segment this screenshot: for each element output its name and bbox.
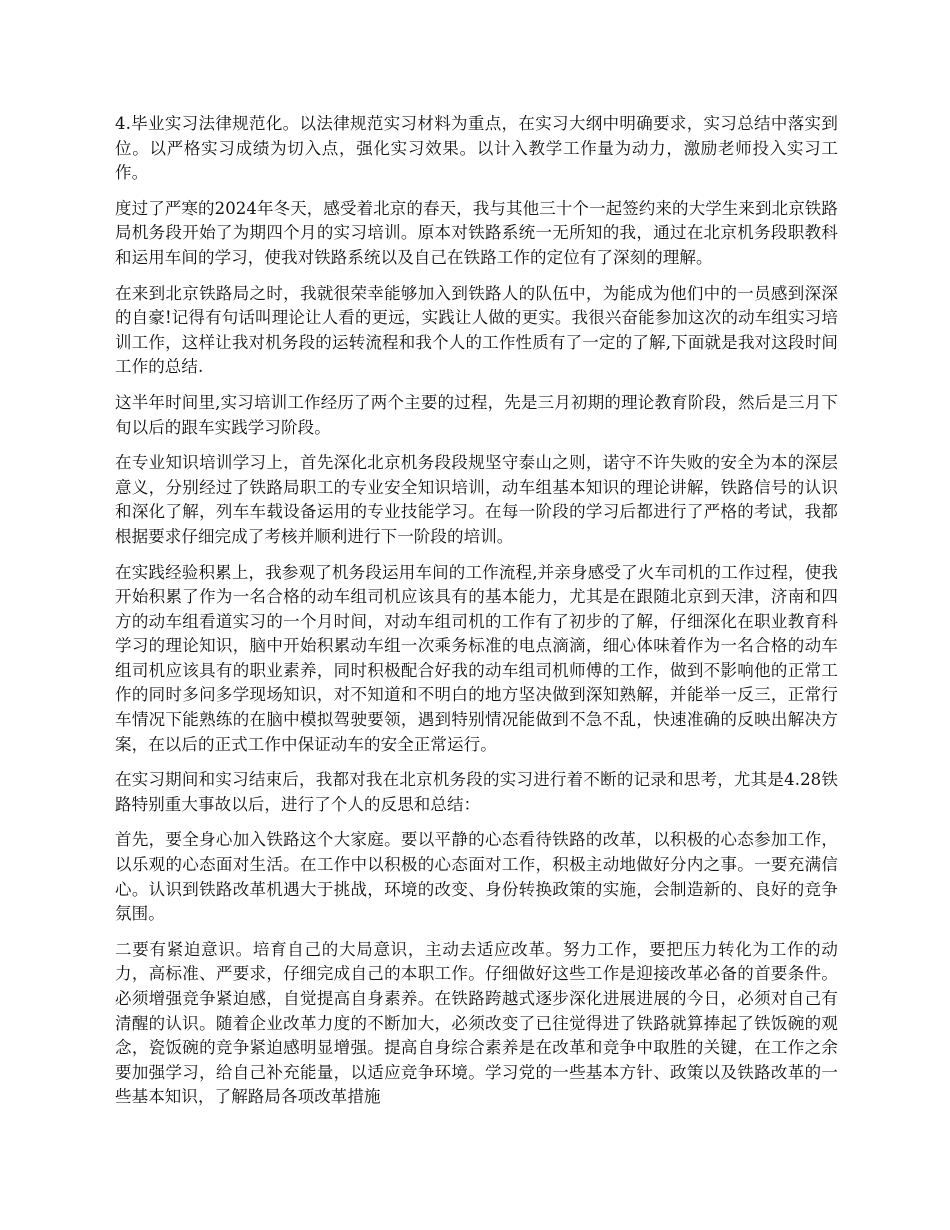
paragraph-1: 4.毕业实习法律规范化。以法律规范实习材料为重点，在实习大纲中明确要求，实习总结中落实到位。以严格实习成绩为切入点，强化实习效果。以计入教学工作量为动力，激励老师投入实习工作。 <box>115 114 838 183</box>
paragraph-7: 在实习期间和实习结束后，我都对我在北京机务段的实习进行着不断的记录和思考，尤其是4.28铁路特别重大事故以后，进行了个人的反思和总结： <box>115 770 838 814</box>
paragraph-4: 这半年时间里,实习培训工作经历了两个主要的过程，先是三月初期的理论教育阶段，然后是三月下旬以后的跟车实践学习阶段。 <box>115 392 838 437</box>
paragraph-9: 二要有紧迫意识。培育自己的大局意识，主动去适应改革。努力工作，要把压力转化为工作的动力，高标准、严要求，仔细完成自己的本职工作。仔细做好这些工作是迎接改革必备的首要条件。必须增强竞争紧迫感，自觉提高自身素养。在铁路跨越式逐步深化进展进展的今日，必须对自己有清醒的认识。随着企业改革力度的不断加大，必须改变了已往觉得进了铁路就算捧起了铁饭碗的观念，瓷饭碗的竞争紧迫感明显增强。提高自身综合素养是在改革和竞争中取胜的关键，在工作之余要加强学习，给自己补充能量，以适应竞争环境。学习党的一些基本方针、政策以及铁路改革的一些基本知识，了解路局各项改革措施 <box>115 939 838 1107</box>
document-body <box>115 112 838 1121</box>
paragraph-6: 在实践经验积累上，我参观了机务段运用车间的工作流程,并亲身感受了火车司机的工作过程，使我开始积累了作为一名合格的动车组司机应该具有的基本能力，尤其是在跟随北京到天津，济南和四方的动车组看道实习的一个月时间，对动车组司机的工作有了初步的了解，仔细深化在职业教育科学习的理论知识，脑中开始积累动车组一次乘务标准的电点滴滴，细心体味着作为一名合格的动车组司机应该具有的职业素养，同时积极配合好我的动车组司机师傅的工作，做到不影响他的正常工作的同时多问多学现场知识，对不知道和不明白的地方坚决做到深知熟解，并能举一反三，正常行车情况下能熟练的在脑中模拟驾驶要领，遇到特别情况能做到不急不乱，快速准确的反映出解决方案，在以后的正式工作中保证动车的安全正常运行。 <box>115 562 838 754</box>
paragraph-8: 首先，要全身心加入铁路这个大家庭。要以平静的心态看待铁路的改革，以积极的心态参加工作，以乐观的心态面对生活。在工作中以积极的心态面对工作，积极主动地做好分内之事。一要充满信心。认识到铁路改革机遇大于挑战，环境的改变、身份转换政策的实施，会制造新的、良好的竞争氛围。 <box>115 830 838 924</box>
paragraph-2: 度过了严寒的2024年冬天，感受着北京的春天，我与其他三十个一起签约来的大学生来到北京铁路局机务段开始了为期四个月的实习培训。原本对铁路系统一无所知的我，通过在北京机务段职教科和运用车间的学习，使我对铁路系统以及自己在铁路工作的定位有了深刻的理解。 <box>115 198 838 267</box>
paragraph-5: 在专业知识培训学习上，首先深化北京机务段段规坚守泰山之则，诺守不许失败的安全为本的深层意义，分别经过了铁路局职工的专业安全知识培训，动车组基本知识的理论讲解，铁路信号的认识和深化了解，列车车载设备运用的专业技能学习。在每一阶段的学习后都进行了严格的考试，我都根据要求仔细完成了考核并顺利进行下一阶段的培训。 <box>115 453 838 546</box>
paragraph-3: 在来到北京铁路局之时，我就很荣幸能够加入到铁路人的队伍中，为能成为他们中的一员感到深深的自豪!记得有句话叫理论让人看的更远，实践让人做的更实。我很兴奋能参加这次的动车组实习培训工作，这样让我对机务段的运转流程和我个人的工作性质有了一定的了解,下面就是我对这段时间工作的总结. <box>115 283 838 377</box>
